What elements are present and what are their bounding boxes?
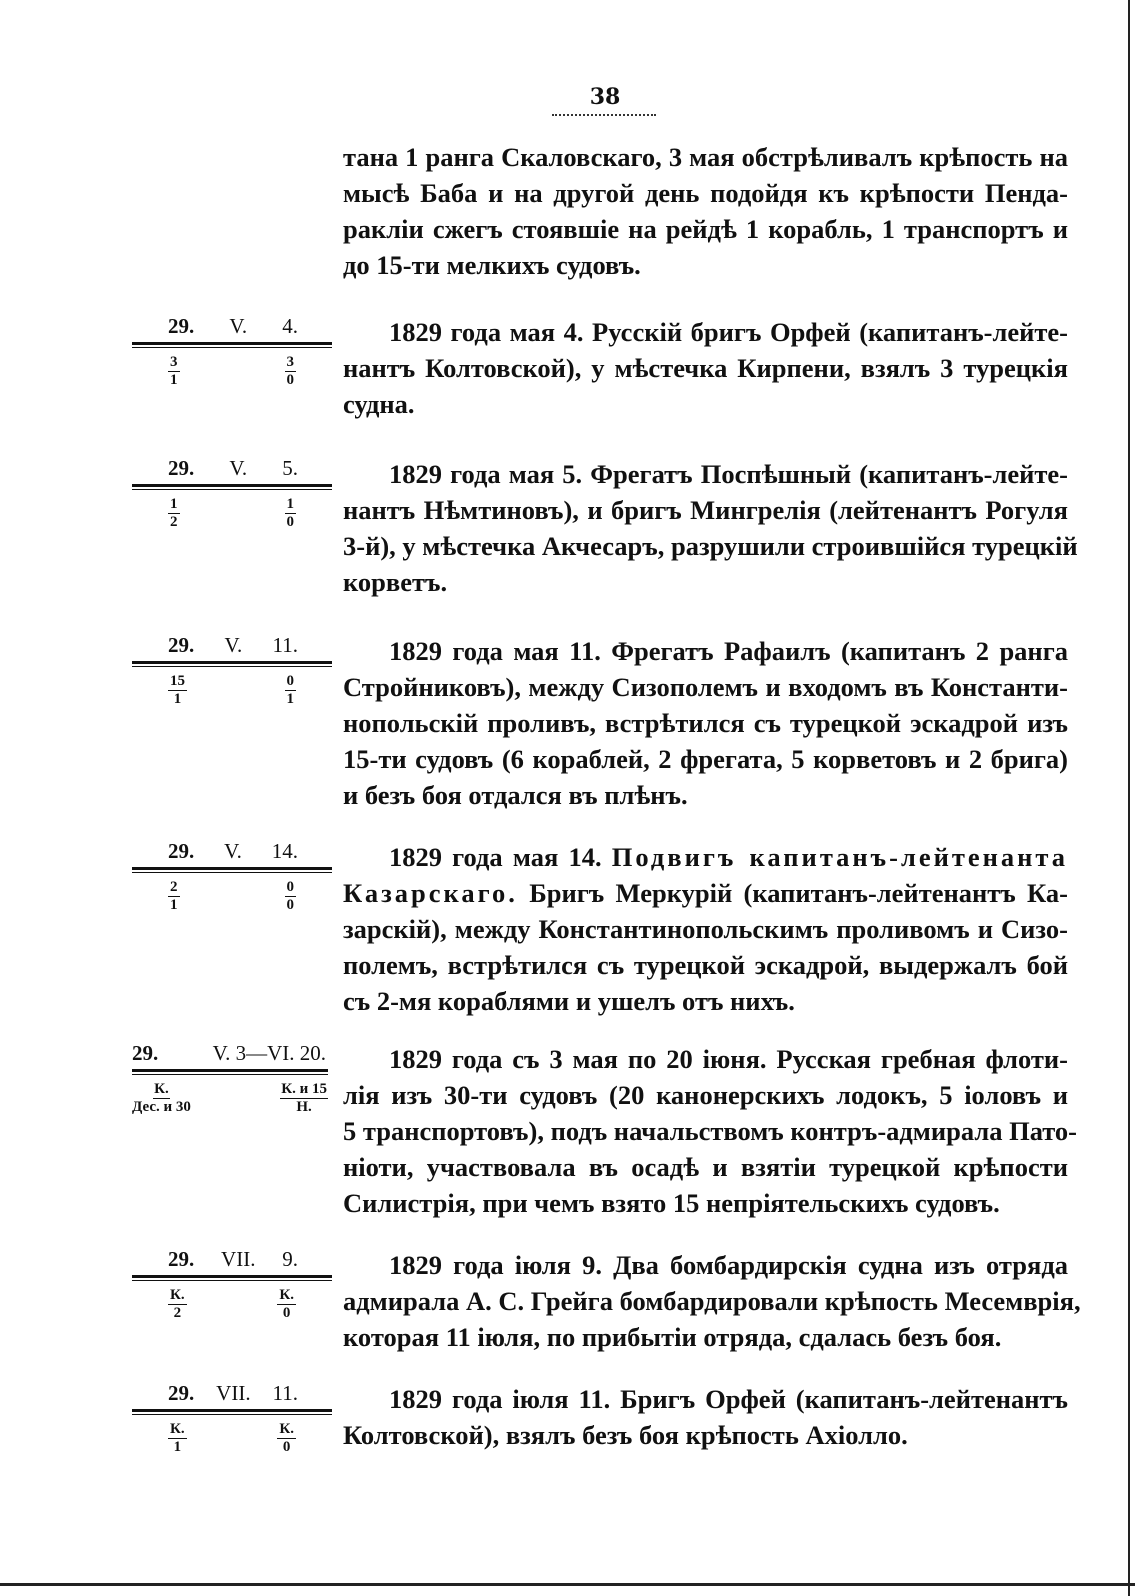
text-line: 15-ти судовъ (6 кораблей, 2 фрегата, 5 корветовъ и 2 брига) bbox=[343, 744, 1068, 774]
text-line: ніоти, участвовала въ осадѣ и взятіи турецкой крѣпости bbox=[343, 1152, 1068, 1182]
entry-date: 1829 года мая 14. bbox=[389, 842, 602, 872]
note-fraction-left bbox=[168, 673, 187, 708]
note-fraction-right bbox=[277, 1287, 296, 1322]
entry-paragraph-4 bbox=[343, 839, 1068, 1019]
note-year: 29. bbox=[168, 456, 195, 480]
text-line: лія изъ 30-ти судовъ (20 канонерскихъ лодокъ, 5 іоловъ и bbox=[343, 1080, 1068, 1110]
fraction-denominator: 1 bbox=[173, 691, 182, 707]
note-day: 9. bbox=[282, 1247, 298, 1271]
note-year: 29. bbox=[168, 839, 195, 863]
fraction-denominator: 2 bbox=[170, 514, 178, 530]
text-line: 1829 года съ 3 мая по 20 іюня. Русская гребная флоти- bbox=[389, 1044, 1068, 1074]
fraction-numerator: К. и 15 bbox=[281, 1081, 327, 1097]
text-line: полемъ, встрѣтился съ турецкой эскадрой, выдержалъ бой bbox=[343, 950, 1068, 980]
note-month: V. bbox=[224, 633, 243, 657]
text-line: Стройниковъ), между Сизополемъ и входомъ въ Константи- bbox=[343, 672, 1068, 702]
note-fraction-right bbox=[285, 496, 297, 531]
margin-note-entry-5 bbox=[132, 1041, 328, 1116]
fraction-denominator: 1 bbox=[170, 897, 178, 913]
entry-paragraph-6 bbox=[343, 1247, 1081, 1355]
margin-note-entry-7 bbox=[132, 1381, 332, 1456]
note-fraction-right bbox=[280, 1081, 328, 1116]
fraction-numerator: 1 bbox=[170, 496, 178, 512]
note-month: VII. bbox=[221, 1247, 256, 1271]
fraction-numerator: 15 bbox=[170, 673, 185, 689]
text-line bbox=[343, 839, 1068, 875]
note-fraction-left bbox=[168, 1287, 187, 1322]
fraction-numerator: К. bbox=[279, 1287, 294, 1303]
note-fraction-right bbox=[277, 1421, 296, 1456]
fraction-numerator: 0 bbox=[286, 673, 294, 689]
fraction-denominator: 2 bbox=[173, 1305, 182, 1321]
entry-paragraph-1 bbox=[343, 314, 1068, 422]
fraction-denominator: 1 bbox=[173, 1439, 182, 1455]
fraction-denominator: 0 bbox=[282, 1305, 291, 1321]
text-line: зарскій), между Константинопольскимъ проливомъ и Сизо- bbox=[343, 914, 1068, 944]
fraction-numerator: К. bbox=[154, 1081, 169, 1097]
note-fraction-left bbox=[168, 354, 180, 389]
fraction-denominator: 0 bbox=[286, 514, 294, 530]
page-number: 38 bbox=[589, 84, 621, 110]
text-line: до 15-ти мелкихъ судовъ. bbox=[343, 250, 641, 280]
fraction-numerator: 3 bbox=[170, 354, 178, 370]
note-day: 11. bbox=[272, 633, 298, 657]
note-fraction-left bbox=[168, 496, 180, 531]
text-line: судна. bbox=[343, 389, 415, 419]
text-line: тана 1 ранга Скаловскаго, 3 мая обстрѣливалъ крѣпость на bbox=[343, 142, 1068, 172]
text-line: съ 2-мя кораблями и ушелъ отъ нихъ. bbox=[343, 986, 795, 1016]
fraction-numerator: 2 bbox=[170, 879, 178, 895]
text-line: 1829 года мая 5. Фрегатъ Поспѣшный (капитанъ-лейте- bbox=[389, 459, 1068, 489]
page-edge-right bbox=[1128, 0, 1130, 1596]
page-edge-bottom bbox=[0, 1583, 1135, 1586]
text-line: адмирала А. С. Грейга бомбардировали крѣпость Месемврія, bbox=[343, 1286, 1081, 1316]
note-day: 14. bbox=[271, 839, 298, 863]
note-day: 5. bbox=[282, 456, 298, 480]
fraction-numerator: К. bbox=[170, 1421, 185, 1437]
note-year: 29. bbox=[168, 633, 195, 657]
note-day: 4. bbox=[282, 314, 298, 338]
note-fraction-left bbox=[168, 879, 180, 914]
note-month: VII. bbox=[216, 1381, 251, 1405]
fraction-denominator: Н. bbox=[296, 1099, 312, 1115]
note-year: 29. bbox=[168, 1247, 195, 1271]
entry-paragraph-3 bbox=[343, 633, 1068, 813]
text-line: и безъ боя отдался въ плѣнъ. bbox=[343, 780, 688, 810]
fraction-denominator: 1 bbox=[286, 691, 294, 707]
margin-note-entry-4 bbox=[132, 839, 332, 914]
fraction-numerator: 0 bbox=[286, 879, 294, 895]
fraction-numerator: К. bbox=[279, 1421, 294, 1437]
text-line: 1829 года мая 4. Русскій бригъ Орфей (капитанъ-лейте- bbox=[389, 317, 1068, 347]
intro-paragraph bbox=[343, 139, 1068, 283]
fraction-numerator: К. bbox=[170, 1287, 185, 1303]
page-number-ornament bbox=[552, 110, 656, 116]
margin-note-entry-1 bbox=[132, 314, 332, 389]
margin-note-entry-3 bbox=[132, 633, 332, 708]
text-line: нантъ Колтовской), у мѣстечка Кирпени, взялъ 3 турецкія bbox=[343, 353, 1068, 383]
spaced-phrase: Подвигъ капитанъ-лейтенанта bbox=[611, 842, 1069, 872]
note-fraction-left bbox=[168, 1421, 187, 1456]
text-line: корветъ. bbox=[343, 567, 448, 597]
text-line: нантъ Нѣмтиновъ), и бригъ Мингрелія (лейтенантъ Рогуля bbox=[343, 495, 1068, 525]
text-line: Силистрія, при чемъ взято 15 непріятельскихъ судовъ. bbox=[343, 1188, 1000, 1218]
note-year: 29. bbox=[168, 1381, 195, 1405]
spaced-word: Казарскаго. bbox=[343, 878, 518, 908]
text-line: нопольскій проливъ, встрѣтился съ турецкой эскадрой изъ bbox=[343, 708, 1068, 738]
text-line: ракліи сжегъ стоявшіе на рейдѣ 1 корабль, 1 транспортъ и bbox=[343, 214, 1068, 244]
fraction-numerator: 3 bbox=[286, 354, 294, 370]
entry-paragraph-2 bbox=[343, 456, 1078, 600]
text-line: Колтовской), взялъ безъ боя крѣпость Ахіолло. bbox=[343, 1420, 908, 1450]
text-line: Казарскаго. Бригъ Меркурій (капитанъ-лейтенантъ Ка- bbox=[343, 878, 1068, 908]
note-fraction-left bbox=[132, 1081, 191, 1116]
note-year: 29. bbox=[132, 1041, 159, 1065]
margin-note-entry-2 bbox=[132, 456, 332, 531]
fraction-numerator: 1 bbox=[286, 496, 294, 512]
note-year: 29. bbox=[168, 314, 195, 338]
text-line: 5 транспортовъ), подъ начальствомъ контръ-адмирала Пато- bbox=[343, 1116, 1078, 1146]
note-fraction-right bbox=[285, 879, 297, 914]
note-month: V. bbox=[229, 314, 248, 338]
fraction-denominator: Дес. и 30 bbox=[132, 1099, 191, 1115]
fraction-denominator: 0 bbox=[286, 897, 294, 913]
text-line: 1829 года іюля 9. Два бомбардирскія судна изъ отряда bbox=[389, 1250, 1068, 1280]
entry-paragraph-5 bbox=[343, 1041, 1078, 1221]
note-month: V. bbox=[229, 456, 248, 480]
note-month: V. 3—VI. 20. bbox=[212, 1041, 326, 1065]
text-line: 1829 года мая 11. Фрегатъ Рафаилъ (капитанъ 2 ранга bbox=[389, 636, 1068, 666]
text-line: 3-й), у мѣстечка Акчесаръ, разрушили строившійся турецкій bbox=[343, 531, 1078, 561]
note-fraction-right bbox=[285, 673, 297, 708]
text-line: мысѣ Баба и на другой день подойдя къ крѣпости Пенда- bbox=[343, 178, 1068, 208]
margin-note-entry-6 bbox=[132, 1247, 332, 1322]
entry-paragraph-7 bbox=[343, 1381, 1068, 1453]
note-day: 11. bbox=[272, 1381, 298, 1405]
fraction-denominator: 0 bbox=[282, 1439, 291, 1455]
text-line: 1829 года іюля 11. Бригъ Орфей (капитанъ-лейтенантъ bbox=[389, 1384, 1068, 1414]
fraction-denominator: 1 bbox=[170, 372, 178, 388]
note-fraction-right bbox=[285, 354, 297, 389]
fraction-denominator: 0 bbox=[286, 372, 294, 388]
text-line: которая 11 іюля, по прибытіи отряда, сдалась безъ боя. bbox=[343, 1322, 1002, 1352]
note-month: V. bbox=[224, 839, 242, 863]
